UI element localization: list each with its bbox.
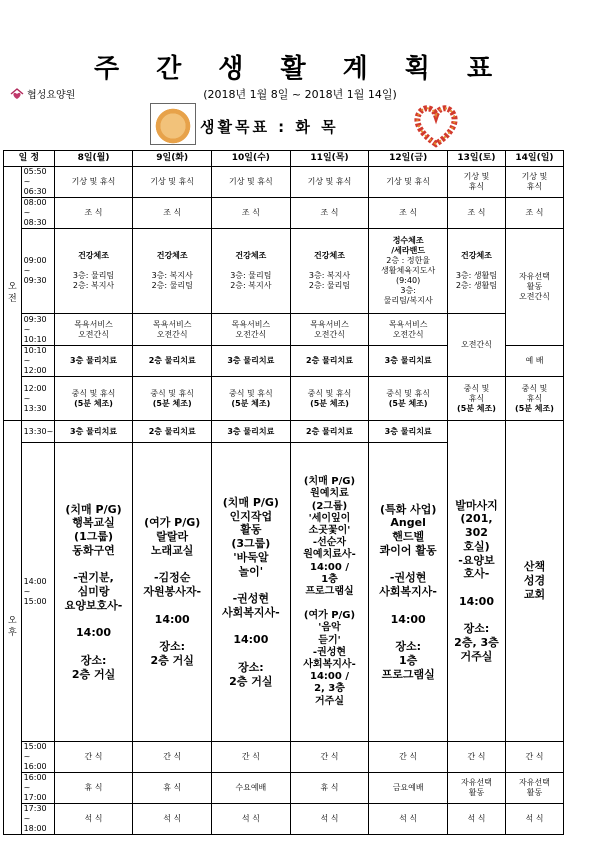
cell: 기상 및 휴식 [369, 167, 448, 198]
cell [54, 229, 133, 314]
cell [505, 377, 563, 421]
time-cell: 17:30 ~ 18:00 [21, 804, 54, 835]
row-physio-pm [4, 421, 564, 443]
cell: 휴 식 [133, 773, 212, 804]
row-lunch [4, 377, 564, 421]
cell: 조 식 [447, 198, 505, 229]
cell: 목욕서비스 오전간식 [290, 314, 369, 346]
heart-wreath-icon [412, 100, 460, 148]
cell: 3층 물리치료 [212, 421, 291, 443]
cell: 휴 식 [290, 773, 369, 804]
program-sat: 발마사지 (201, 302 호실) -요양보 호사- 14:00 장소: 2층, 3층 거주실 [447, 421, 505, 742]
cell: 3층 물리치료 [54, 421, 133, 443]
day-header: 10일(수) [212, 151, 291, 167]
cell: 조 식 [290, 198, 369, 229]
row-breakfast [4, 198, 564, 229]
time-cell: 05:50 ~ 06:30 [21, 167, 54, 198]
day-header: 9일(화) [133, 151, 212, 167]
exercise-detail: 2층 : 정한율 생활체육지도사 (9:40) 3층: 물리팀/복지사 [381, 256, 436, 305]
cell: 조 식 [133, 198, 212, 229]
day-header: 11일(목) [290, 151, 369, 167]
cell: 3층 물리치료 [369, 421, 448, 443]
cell: 오전간식 [447, 314, 505, 377]
cell: 석 식 [212, 804, 291, 835]
cell: 간 식 [447, 742, 505, 773]
lunch-note: (5분 체조) [74, 398, 113, 408]
program-tue: (여가 P/G) 랄랄라 노래교실 -김정순 자원봉사자- 14:00 장소: 2층 거실 [133, 443, 212, 742]
goal: 생활목표 : 화 목 [200, 118, 339, 136]
exercise-title: 건강체조 [314, 251, 345, 260]
cell [369, 229, 448, 314]
lunch: 중식 및 휴식 [150, 388, 195, 398]
cell: 조 식 [212, 198, 291, 229]
lunch: 중식 및 휴식 [386, 388, 431, 398]
cell: 석 식 [290, 804, 369, 835]
cell [133, 229, 212, 314]
cell: 기상 및 휴식 [133, 167, 212, 198]
lunch-note: (5분 체조) [152, 398, 192, 408]
exercise-title: 건강체조 [461, 251, 492, 260]
lunch: 중식 및 휴식 [71, 388, 116, 398]
lunch-note: (5분 체조) [515, 403, 554, 413]
cell: 간 식 [290, 742, 369, 773]
page-title: 주 간 생 활 계 획 표 [93, 54, 507, 84]
exercise-title: 건강체조 [156, 251, 188, 260]
cell: 기상 및 휴식 [505, 167, 563, 198]
exercise-detail: 3층: 물리팀 2층: 복지사 [72, 271, 115, 290]
cell: 조 식 [505, 198, 563, 229]
cell: 자유선택 활동 [447, 773, 505, 804]
cell: 2층 물리치료 [290, 346, 369, 377]
lunch: 중식 및 휴식 [463, 383, 490, 403]
exercise-detail: 3층: 복지사 2층: 물리팀 [151, 271, 193, 290]
time-cell: 09:00 ~ 09:30 [21, 229, 54, 314]
lunch: 중식 및 휴식 [307, 388, 352, 398]
exercise-title: 정수체조 /세라밴드 [391, 236, 426, 255]
cell [369, 377, 448, 421]
cell: 자유선택 활동 [505, 773, 563, 804]
cell: 목욕서비스 오전간식 [212, 314, 291, 346]
cell: 석 식 [133, 804, 212, 835]
cell: 2층 물리치료 [133, 346, 212, 377]
cell: 3층 물리치료 [369, 346, 448, 377]
day-header: 12일(금) [369, 151, 448, 167]
time-cell: 13:30~ [21, 421, 54, 443]
exercise-detail: 3층: 생활팀 2층: 생활팀 [455, 271, 498, 290]
lunch-note: (5분 체조) [231, 398, 271, 408]
cell [212, 377, 291, 421]
cell: 목욕서비스 오전간식 [133, 314, 212, 346]
row-bath [4, 314, 564, 346]
program-thu: (치매 P/G) 원예치료 (2그룹) '세이잎이 소곳꽃이' -선순자 원예치료사- 14:00 / 1층 프로그램실 (여가 P/G) '음악 듣기' -권성현 사회복지사- 14:00 / 2, 3층 거주실 [290, 443, 369, 742]
cell: 조 식 [54, 198, 133, 229]
day-header: 14일(일) [505, 151, 563, 167]
pm-label: 오 후 [4, 421, 22, 835]
program-wed: (치매 P/G) 인지작업 활동 (3그룹) '바둑알 놀이' -권성현 사회복지사- 14:00 장소: 2층 거실 [212, 443, 291, 742]
cell [290, 377, 369, 421]
weekly-schedule-table [3, 150, 564, 835]
period: (2018년 1월 8일 ~ 2018년 1월 14일) [203, 88, 397, 101]
cell: 예 배 [505, 346, 563, 377]
cell: 석 식 [447, 804, 505, 835]
program-fri: (특화 사업) Angel 핸드벨 콰이어 활동 -권성현 사회복지사- 14:00 장소: 1층 프로그램실 [369, 443, 448, 742]
am-label: 오 전 [4, 167, 22, 421]
program-mon: (치매 P/G) 행복교실 (1그룹) 동화구연 -권기분, 심미랑 요양보호사- 14:00 장소: 2층 거실 [54, 443, 133, 742]
day-header: 13일(토) [447, 151, 505, 167]
corner-cell: 일 정 [4, 151, 55, 167]
cell: 기상 및 휴식 [54, 167, 133, 198]
cell: 석 식 [54, 804, 133, 835]
row-dinner [4, 804, 564, 835]
lunch-note: (5분 체조) [388, 398, 428, 408]
time-cell: 16:00 ~ 17:00 [21, 773, 54, 804]
cell: 조 식 [369, 198, 448, 229]
lunch-note: (5분 체조) [457, 403, 496, 413]
time-cell: 12:00 ~ 13:30 [21, 377, 54, 421]
cell: 수요예배 [212, 773, 291, 804]
cell: 2층 물리치료 [133, 421, 212, 443]
time-cell: 09:30 ~ 10:10 [21, 314, 54, 346]
exercise-title: 건강체조 [78, 251, 109, 260]
cell: 휴 식 [54, 773, 133, 804]
cell [447, 229, 505, 314]
cell: 목욕서비스 오전간식 [54, 314, 133, 346]
cell [54, 377, 133, 421]
cell [447, 377, 505, 421]
lunch-note: (5분 체조) [310, 398, 349, 408]
cell: 간 식 [54, 742, 133, 773]
sunday-morning-cell: 자유선택 활동 오전간식 [505, 229, 563, 346]
cell: 간 식 [133, 742, 212, 773]
cell [212, 229, 291, 314]
cell: 기상 및 휴식 [212, 167, 291, 198]
org-name: 협성요양원 [27, 90, 76, 101]
row-wake [4, 167, 564, 198]
cell: 석 식 [505, 804, 563, 835]
header-row [4, 151, 564, 167]
cell: 기상 및 휴식 [290, 167, 369, 198]
cell: 간 식 [505, 742, 563, 773]
time-cell: 10:10 ~ 12:00 [21, 346, 54, 377]
cell: 3층 물리치료 [212, 346, 291, 377]
cell [133, 377, 212, 421]
exercise-detail: 3층: 물리팀 2층: 복지사 [230, 271, 272, 290]
program-sun: 산책 성경 교회 [505, 421, 563, 742]
time-cell: 08:00 ~ 08:30 [21, 198, 54, 229]
exercise-title: 건강체조 [235, 251, 267, 260]
cell: 석 식 [369, 804, 448, 835]
cell [290, 229, 369, 314]
exercise-detail: 3층: 복지사 2층: 물리팀 [308, 271, 351, 290]
row-rest [4, 773, 564, 804]
cell: 2층 물리치료 [290, 421, 369, 443]
dog-image [150, 103, 196, 145]
lunch: 중식 및 휴식 [228, 388, 273, 398]
lunch: 중식 및 휴식 [521, 383, 548, 403]
cell: 금요예배 [369, 773, 448, 804]
time-cell: 15:00 ~ 16:00 [21, 742, 54, 773]
cell: 간 식 [369, 742, 448, 773]
day-header: 8일(월) [54, 151, 133, 167]
cell: 간 식 [212, 742, 291, 773]
cell: 목욕서비스 오전간식 [369, 314, 448, 346]
cell: 기상 및 휴식 [447, 167, 505, 198]
cell: 3층 물리치료 [54, 346, 133, 377]
row-exercise [4, 229, 564, 314]
row-snack [4, 742, 564, 773]
time-cell: 14:00 ~ 15:00 [21, 443, 54, 742]
